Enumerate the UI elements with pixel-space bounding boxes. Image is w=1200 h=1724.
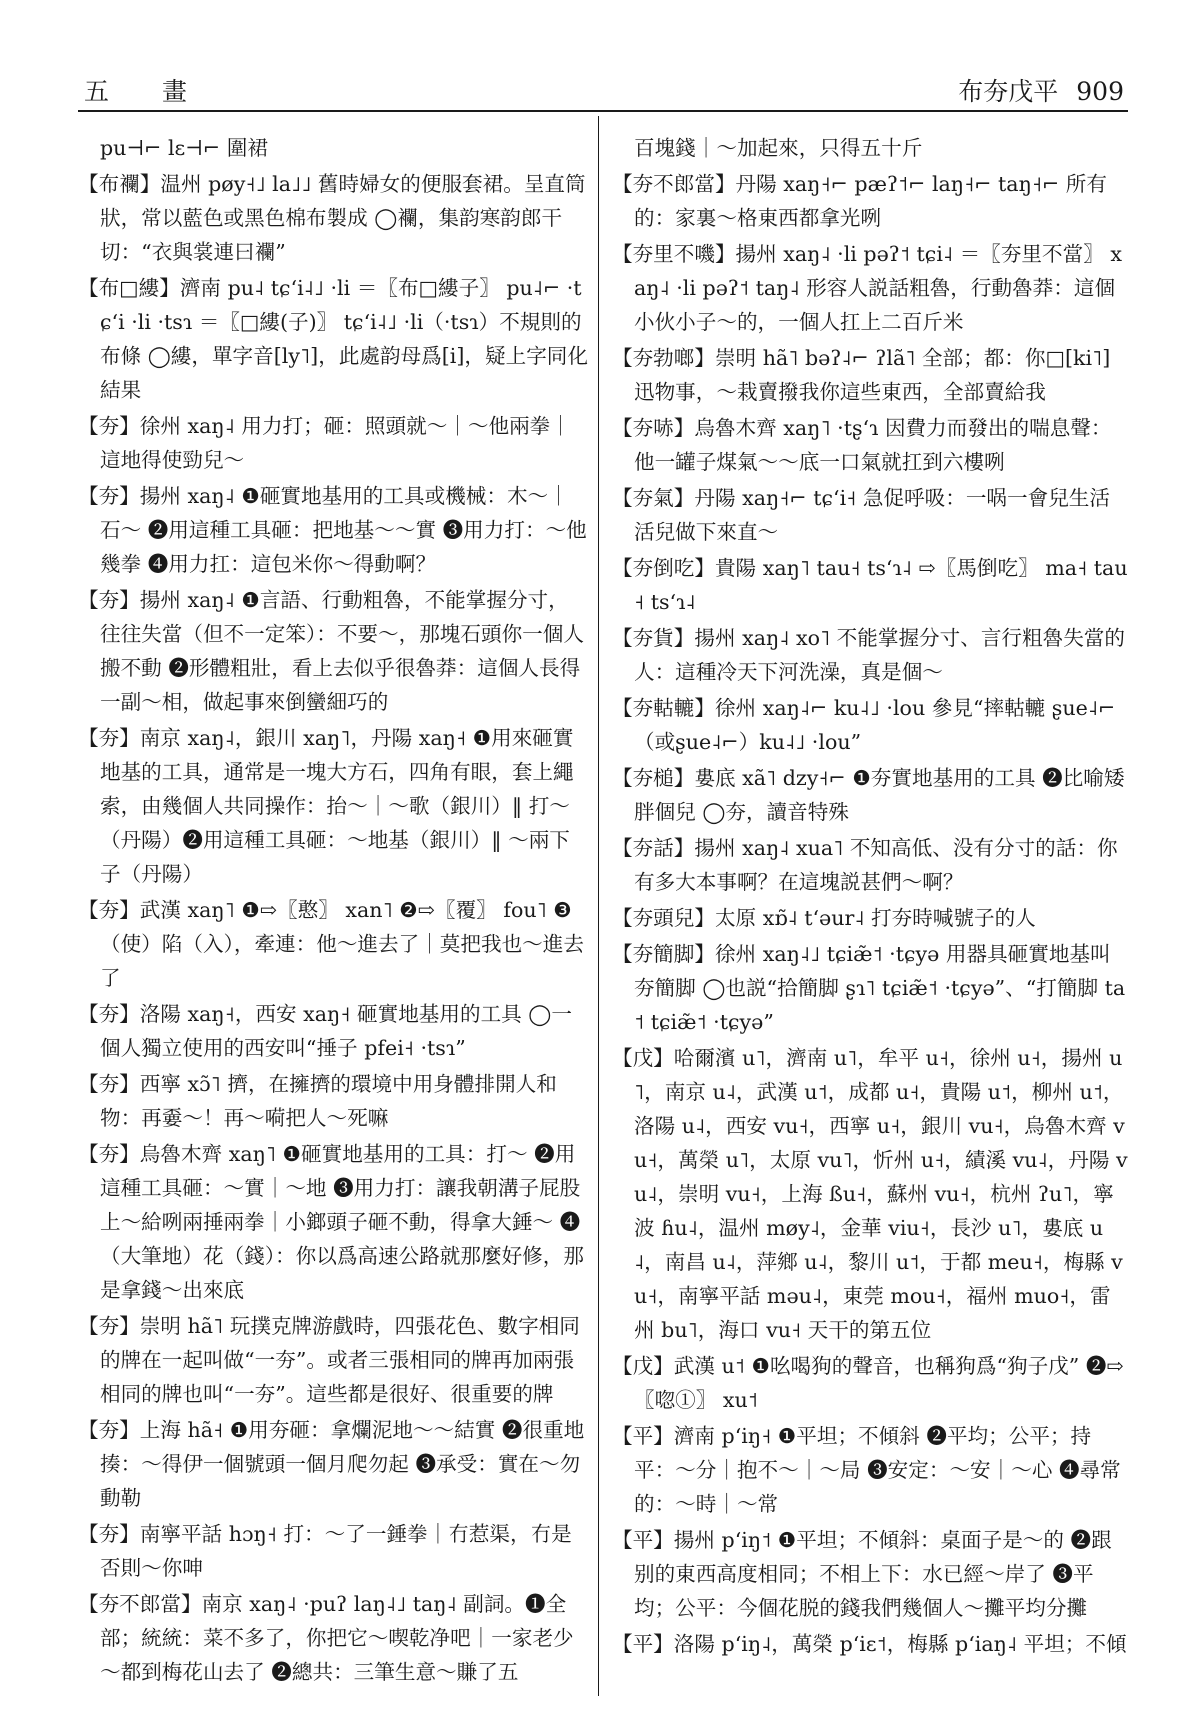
dictionary-entry: 【平】洛陽 pʻiŋ˨，萬榮 pʻiɛ˦，梅縣 pʻiaŋ˨ 平坦；不傾 — [612, 1632, 1127, 1656]
column-divider — [598, 116, 599, 1696]
dictionary-entry: 【夯軲轆】徐州 xaŋ˨⌐ ku˨˩ ·lou 參見“摔軲轆 ʂue˨⌐（或ʂue˨⌐）ku˨˩ ·lou” — [612, 696, 1116, 754]
dictionary-entry: 【平】濟南 pʻiŋ˧ ❶平坦；不傾斜 ❷平均；公平；持平：～分｜抱不～｜～局 ❸安定：～安｜～心 ❹尋常的：～時｜～常 — [612, 1424, 1121, 1516]
dictionary-entry: pu⊣⌐ lɛ⊣⌐ 圍裙 — [100, 136, 268, 160]
dictionary-entry: 【夯】烏魯木齊 xaŋ˥ ❶砸實地基用的工具：打～ ❷用這種工具砸：～實｜～地 ❸用力打：讓我朝溝子屁股上～給咧兩捶兩拳｜小鎯頭子砸不動，得拿大錘～ ❹（大筆地）花（錢）：你以爲高速公路就那麼好修，那是拿錢～出來底 — [78, 1142, 584, 1302]
left-column — [78, 131, 588, 1691]
section-title: 五 畫 — [84, 77, 202, 106]
dictionary-entry: 百塊錢｜～加起來，只得五十斤 — [634, 136, 923, 160]
dictionary-entry: 【戊】哈爾濱 u˥，濟南 u˥，牟平 u˧，徐州 u˧，揚州 u˥，南京 u˨，武漢 u˦，成都 u˧，貴陽 u˦，柳州 u˦，洛陽 u˨，西安 vu˧，西寧 u˧，銀川 vu˧，烏魯木齊 vu˧，萬榮 u˥，太原 vu˥，忻州 u˧，績溪 vu˨，丹陽 vu˨，崇明 vu˧，上海 ßu˧，蘇州 vu˧，杭州 ʔu˥，寧波 ɦu˨，温州 møy˨，金華 viu˧，長沙 u˥，婁底 u˨，南昌 u˨，萍鄉 u˨，黎川 u˦，于都 meu˧，梅縣 vu˧，南寧平話 məu˨，東莞 mou˧，福州 muo˧，雷州 bu˥，海口 vu˧ 天干的第五位 — [612, 1046, 1128, 1342]
dictionary-entry: 【夯】徐州 xaŋ˨ 用力打；砸：照頭就～｜～他兩拳｜這地得使勁兒～ — [78, 414, 571, 472]
page-number: 909 — [1076, 77, 1124, 106]
dictionary-entry: 【夯】揚州 xaŋ˨ ❶言語、行動粗魯，不能掌握分寸，往往失當（但不一定笨）：不要～，那塊石頭你一個人搬不動 ❷形體粗壯，看上去似乎很魯莽：這個人長得一副～相，做起事來倒蠻細巧的 — [78, 588, 584, 714]
dictionary-entry: 【戊】武漢 u˦ ❶吆喝狗的聲音，也稱狗爲“狗子戊” ❷⇨〖唿①〗 xu˦ — [612, 1354, 1124, 1412]
dictionary-entry: 【夯話】揚州 xaŋ˨ xua˥ 不知高低、没有分寸的話：你有多大本事啊？在這塊説甚們～啊？ — [612, 836, 1118, 894]
dictionary-entry: 【夯】南京 xaŋ˨，銀川 xaŋ˥，丹陽 xaŋ˧ ❶用來砸實地基的工具，通常是一塊大方石，四角有眼，套上繩索，由幾個人共同操作：抬～｜～歌（銀川）‖ 打～（丹陽）❷用這種工具砸：～地基（銀川）‖ ～兩下子（丹陽） — [78, 726, 574, 886]
dictionary-entry: 【夯哧】烏魯木齊 xaŋ˥ ·tʂʻɿ 因費力而發出的喘息聲：他一罐子煤氣～～底一口氣就扛到六樓咧 — [612, 416, 1112, 474]
header-right — [958, 72, 1124, 108]
dictionary-entry: 【夯】上海 hã˧ ❶用夯砸：拿爛泥地～～結實 ❷很重地揍：～得伊一個號頭一個月爬勿起 ❸承受：實在～勿動勒 — [78, 1418, 585, 1510]
running-header — [78, 68, 1128, 112]
dictionary-entry: 【夯槌】婁底 xã˥ dzy˧⌐ ❶夯實地基用的工具 ❷比喻矮胖個兒 ◯夯，讀音特殊 — [612, 766, 1125, 824]
dictionary-entry: 【夯】崇明 hã˥ 玩撲克牌游戲時，四張花色、數字相同的牌在一起叫做“一夯”。或者三張相同的牌再加兩張相同的牌也叫“一夯”。這些都是很好、很重要的牌 — [78, 1314, 580, 1406]
dictionary-entry: 【夯氣】丹陽 xaŋ˧⌐ tɕʻi˧ 急促呼吸：一㖞一會兒生活活兒做下來直～ — [612, 486, 1110, 544]
dictionary-entry: 【夯不郎當】丹陽 xaŋ˧⌐ pæʔ˦⌐ laŋ˧⌐ taŋ˧⌐ 所有的：家裏～格東西都拿光咧 — [612, 172, 1107, 230]
dictionary-entry: 【夯】揚州 xaŋ˨ ❶砸實地基用的工具或機械：木～｜石～ ❷用這種工具砸：把地基～～實 ❸用力打：～他幾拳 ❹用力扛：這包米你～得動啊？ — [78, 484, 587, 576]
dictionary-entry: 【夯不郎當】南京 xaŋ˨ ·puʔ laŋ˨˩ taŋ˨ 副詞。❶全部；統統：菜不多了，你把它～喫乾净吧｜一家老少～都到梅花山去了 ❷總共：三筆生意～賺了五 — [78, 1592, 574, 1684]
dictionary-entry: 【夯里不嘰】揚州 xaŋ˨ ·li pəʔ˦ tɕi˨ ＝〖夯里不當〗 xaŋ˨ ·li pəʔ˦ taŋ˨ 形容人説話粗魯，行動魯莽：這個小伙小子～的，一個人扛上二百斤米 — [612, 242, 1122, 334]
dictionary-entry: 【夯勃啷】崇明 hã˥ bəʔ˨⌐ ʔlã˥ 全部；都：你□[ki˥]迅物事，～栽賣撥我你這些東西，全部賣給我 — [612, 346, 1111, 404]
dictionary-entry: 【夯】南寧平話 hɔŋ˧ 打：～了一錘拳｜冇惹渠，冇是否則～你呻 — [78, 1522, 572, 1580]
dictionary-entry: 【夯簡脚】徐州 xaŋ˨˩ tɕiæ̃˦ ·tɕyə 用器具砸實地基叫夯簡脚 ◯也説“拾簡脚 ʂɿ˥ tɕiæ̃˦ ·tɕyə”、“打簡脚 ta˦ tɕiæ̃˦ ·tɕyə” — [612, 942, 1126, 1034]
header-entry-chars: 布夯戊平 — [958, 77, 1059, 106]
dictionary-entry: 【平】揚州 pʻiŋ˦ ❶平坦；不傾斜：桌面子是～的 ❷跟别的東西高度相同；不相上下：水已經～岸了 ❸平均；公平：今個花脱的錢我們幾個人～攤平均分攤 — [612, 1528, 1112, 1620]
dictionary-entry: 【夯】西寧 xɔ̃˥ 擠，在擁擠的環境中用身體排開人和物：再嫑～！再～嗬把人～死嘛 — [78, 1072, 557, 1130]
dictionary-entry: 【夯頭兒】太原 xɒ̃˨ tʻəur˨ 打夯時喊號子的人 — [612, 906, 1036, 930]
dictionary-entry: 【夯倒吃】貴陽 xaŋ˥ tau˧ tsʻɿ˨ ⇨〖馬倒吃〗 ma˧ tau˧ tsʻɿ˨ — [612, 556, 1128, 614]
dictionary-entry: 【夯】武漢 xaŋ˥ ❶⇨〖憨〗 xan˥ ❷⇨〖覆〗 fou˥ ❸（使）陷（入），牽連：他～進去了｜莫把我也～進去了 — [78, 898, 584, 990]
dictionary-entry: 【布襴】温州 pøy˧˩ la˩˩ 舊時婦女的便服套裙。呈直筒狀，常以藍色或黑色棉布製成 ◯襴，集韵寒韵郎干切：“衣與裳連曰襴” — [78, 172, 586, 264]
dictionary-entry: 【夯貨】揚州 xaŋ˨ xo˥ 不能掌握分寸、言行粗魯失當的人：這種冷天下河洗澡，真是個～ — [612, 626, 1125, 684]
dictionary-entry: 【夯】洛陽 xaŋ˧，西安 xaŋ˧ 砸實地基用的工具 ◯一個人獨立使用的西安叫“捶子 pfei˧ ·tsɿ” — [78, 1002, 572, 1060]
right-column — [612, 131, 1128, 1663]
dictionary-entry: 【布□縷】濟南 pu˨ tɕʻi˨˩ ·li ＝〖布□縷子〗 pu˨⌐ ·tɕʻi ·li ·tsɿ ＝〖□縷(子)〗 tɕʻi˨˩ ·li（·tsɿ）不規則的布條 ◯縷，單字音[ly˥]，此處韵母爲[i]，疑上字同化結果 — [78, 276, 588, 402]
